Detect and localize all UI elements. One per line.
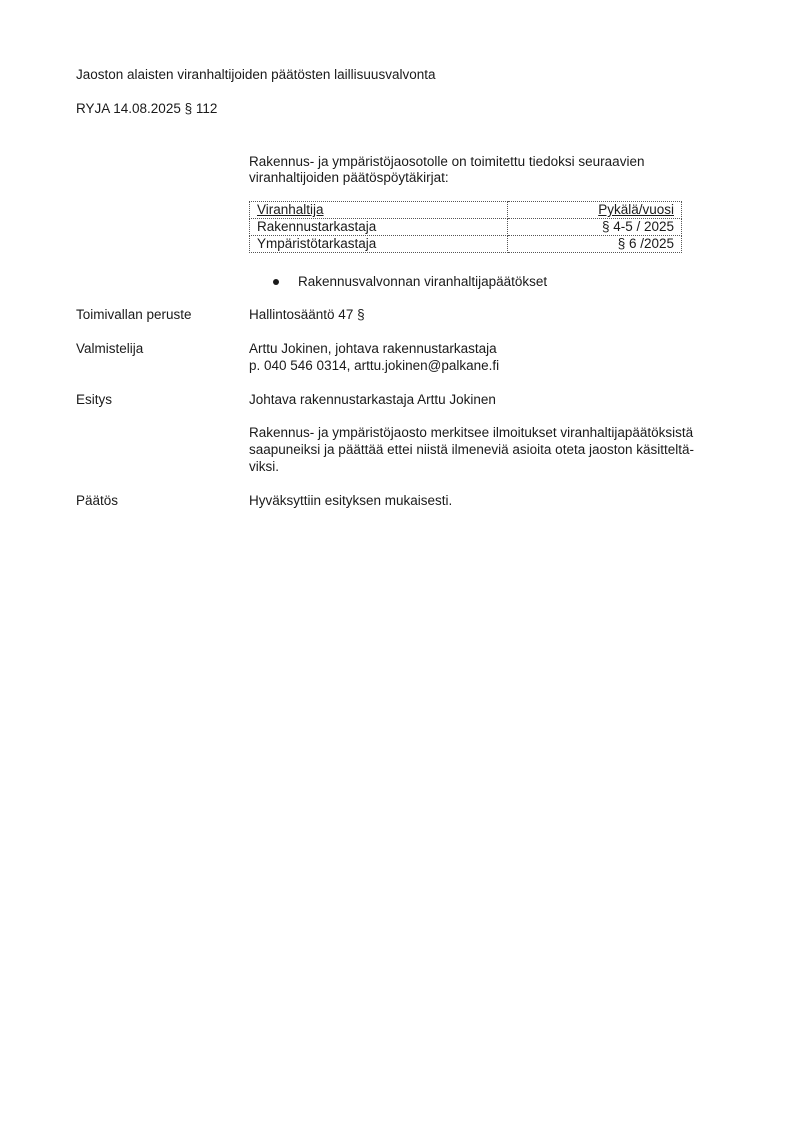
bullet-icon [273, 279, 279, 285]
meeting-reference: RYJA 14.08.2025 § 112 [76, 101, 218, 116]
table-row [250, 219, 682, 236]
label-preparer: Valmistelija [76, 341, 144, 356]
proposal-presenter: Johtava rakennustarkastaja Arttu Jokinen [249, 392, 496, 407]
proposal-text-line-2: saapuneiksi ja päättää ettei niistä ilmeneviä asioita oteta jaoston käsitteltä- [249, 442, 695, 457]
label-authority: Toimivallan peruste [76, 307, 192, 322]
bullet-item: Rakennusvalvonnan viranhaltijapäätökset [298, 274, 548, 289]
header-official: Viranhaltija [250, 202, 508, 219]
cell-section-year: § 6 /2025 [507, 236, 681, 253]
proposal-text-line-1: Rakennus- ja ympäristöjaosto merkitsee ilmoitukset viranhaltijapäätöksistä [249, 425, 694, 440]
proposal-text-line-3: viksi. [249, 459, 279, 474]
table-header-row [250, 202, 682, 219]
cell-official: Rakennustarkastaja [250, 219, 508, 236]
value-decision: Hyväksyttiin esityksen mukaisesti. [249, 493, 453, 508]
label-proposal: Esitys [76, 392, 113, 407]
decisions-table [249, 201, 682, 253]
document-title: Jaoston alaisten viranhaltijoiden päätösten laillisuusvalvonta [76, 67, 436, 82]
preparer-contact: p. 040 546 0314, arttu.jokinen@palkane.fi [249, 358, 500, 373]
header-section-year: Pykälä/vuosi [507, 202, 681, 219]
intro-line-1: Rakennus- ja ympäristöjaosotolle on toimitettu tiedoksi seuraavien [249, 154, 645, 169]
label-decision: Päätös [76, 493, 119, 508]
table-row [250, 236, 682, 253]
value-authority: Hallintosääntö 47 § [249, 307, 365, 322]
cell-section-year: § 4-5 / 2025 [507, 219, 681, 236]
cell-official: Ympäristötarkastaja [250, 236, 508, 253]
intro-line-2: viranhaltijoiden päätöspöytäkirjat: [249, 170, 449, 185]
preparer-name: Arttu Jokinen, johtava rakennustarkastaja [249, 341, 497, 356]
